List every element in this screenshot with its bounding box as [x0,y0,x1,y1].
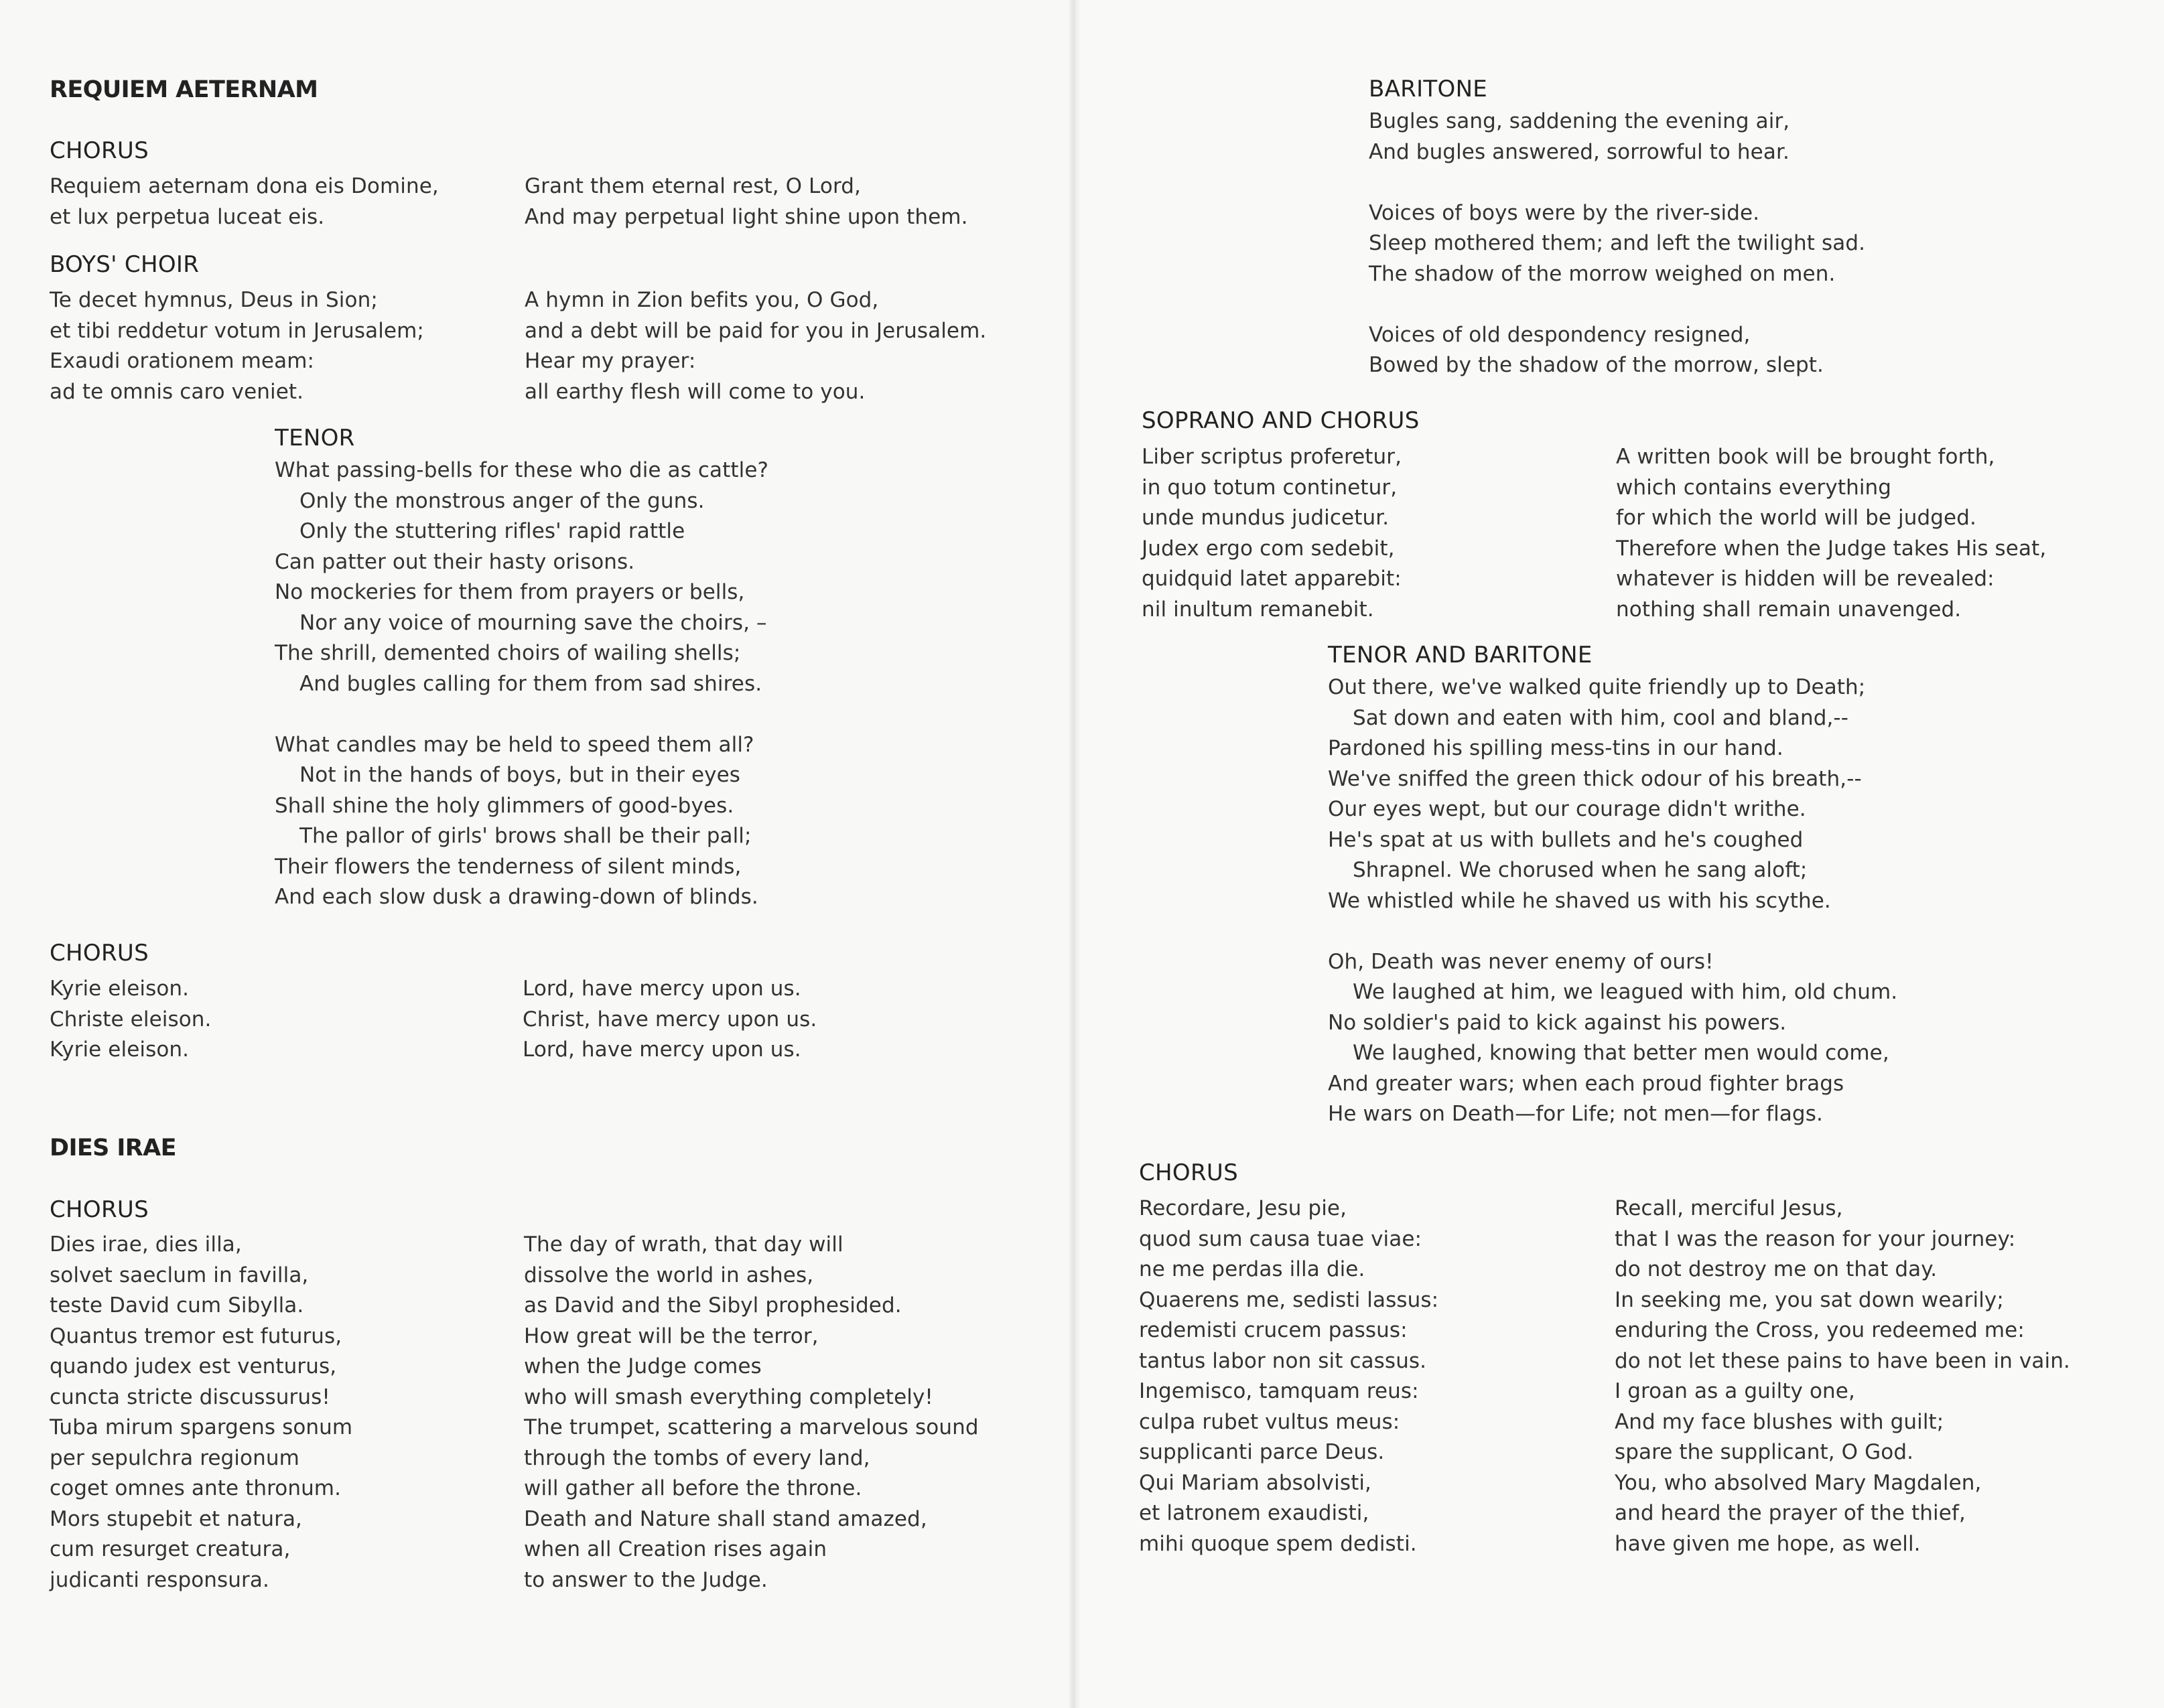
verse-line: Bowed by the shadow of the morrow, slept. [1369,353,1824,377]
verse-line: Tuba mirum spargens sonum [50,1415,353,1439]
verse-line: And may perpetual light shine upon them. [525,204,968,229]
recordare-chorus-heading: CHORUS [1139,1159,1238,1186]
verse-line: Quaerens me, sedisti lassus: [1139,1287,1439,1312]
verse-line: nil inultum remanebit. [1142,597,1374,622]
verse-line: Recordare, Jesu pie, [1139,1196,1347,1220]
verse-line: Therefore when the Judge takes His seat, [1616,536,2047,561]
chorus-heading-1: CHORUS [50,137,149,164]
verse-line: Voices of old despondency resigned, [1369,322,1751,347]
verse-line: And each slow dusk a drawing-down of blinds. [275,885,758,909]
verse-line: et latronem exaudisti, [1139,1501,1369,1525]
stanza-gap [275,699,768,730]
verse-line: nothing shall remain unavenged. [1616,597,1962,622]
verse-line: Their flowers the tenderness of silent minds, [275,854,742,879]
verse-line: redemisti crucem passus: [1139,1318,1408,1342]
verse-line: A written book will be brought forth, [1616,445,1995,469]
verse-line: Hear my prayer: [525,349,696,373]
verse-line: Shall shine the holy glimmers of good-byes. [275,793,734,818]
verse-line: What passing-bells for these who die as cattle? [275,458,769,482]
verse-line: Out there, we've walked quite friendly up to Death; [1328,675,1866,699]
verse-line: Our eyes wept, but our courage didn't writhe. [1328,797,1806,821]
verse-line: Grant them eternal rest, O Lord, [525,174,861,198]
verse-line: Lord, have mercy upon us. [523,1038,801,1062]
verse-line: Kyrie eleison. [50,1038,190,1062]
verse-line: whatever is hidden will be revealed: [1616,567,1994,591]
verse-line: You, who absolved Mary Magdalen, [1615,1470,1982,1495]
verse-line: Not in the hands of boys, but in their eyes [299,763,741,787]
verse-line: judicanti responsura. [50,1567,269,1592]
verse-line: We laughed, knowing that better men would come, [1353,1041,1889,1065]
verse-line: Kyrie eleison. [50,977,190,1001]
verse-line: Shrapnel. We chorused when he sang aloft; [1353,858,1808,882]
verse-line: when all Creation rises again [524,1537,827,1561]
verse-line: What candles may be held to speed them all? [275,732,754,757]
verse-line: The trumpet, scattering a marvelous sound [524,1415,979,1439]
kyrie-english [523,974,817,1066]
verse-line: and heard the prayer of the thief, [1615,1501,1966,1525]
dies-irae-latin [50,1230,352,1595]
right-page [1075,0,2164,1708]
verse-line: Dies irae, dies illa, [50,1232,242,1257]
soprano-chorus-latin [1142,442,1402,625]
verse-line: Mors stupebit et natura, [50,1506,302,1531]
verse-line: Recall, merciful Jesus, [1615,1196,1843,1220]
chorus-1-latin [50,171,439,232]
verse-line: The shrill, demented choirs of wailing shells; [275,641,741,665]
verse-line: Christe eleison. [50,1007,212,1031]
verse-line: No mockeries for them from prayers or bells, [275,580,745,604]
verse-line: do not destroy me on that day. [1615,1257,1938,1281]
verse-line: et lux perpetua luceat eis. [50,204,325,229]
verse-line: Lord, have mercy upon us. [523,977,801,1001]
verse-line: No soldier's paid to kick against his powers. [1328,1010,1787,1035]
tenor-baritone-heading: TENOR AND BARITONE [1328,642,1593,668]
verse-line: Exaudi orationem meam: [50,349,315,373]
verse-line: We've sniffed the green thick odour of his breath,-- [1328,766,1862,791]
verse-line: Death and Nature shall stand amazed, [524,1506,927,1531]
verse-line: teste David cum Sibylla. [50,1293,304,1318]
stanza-gap [1369,167,1865,198]
verse-line: Can patter out their hasty orisons. [275,549,635,574]
verse-line: coget omnes ante thronum. [50,1476,342,1500]
verse-line: Oh, Death was never enemy of ours! [1328,949,1714,974]
baritone-heading: BARITONE [1369,76,1488,102]
verse-line: And my face blushes with guilt; [1615,1409,1944,1434]
verse-line: quidquid latet apparebit: [1142,567,1402,591]
verse-line: for which the world will be judged. [1616,506,1976,530]
verse-line: We laughed at him, we leagued with him, old chum. [1353,980,1898,1004]
verse-line: A hymn in Zion befits you, O God, [525,288,879,312]
tenor-heading: TENOR [275,425,355,451]
verse-line: cum resurget creatura, [50,1537,291,1561]
kyrie-latin [50,974,211,1066]
soprano-chorus-english [1616,442,2046,625]
verse-line: Qui Mariam absolvisti, [1139,1470,1371,1495]
verse-line: in quo totum continetur, [1142,475,1398,500]
verse-line: Bugles sang, saddening the evening air, [1369,109,1790,133]
verse-line: Judex ergo com sedebit, [1142,536,1395,561]
verse-line: Liber scriptus proferetur, [1142,445,1402,469]
verse-line: And bugles calling for them from sad shires. [299,671,762,696]
verse-line: We whistled while he shaved us with his scythe. [1328,888,1831,913]
verse-line: that I was the reason for your journey: [1615,1226,2016,1251]
dies-irae-english [524,1230,979,1595]
verse-line: et tibi reddetur votum in Jerusalem; [50,318,424,343]
verse-line: which contains everything [1616,475,1892,500]
verse-line: to answer to the Judge. [524,1567,768,1592]
verse-line: do not let these pains to have been in vain. [1615,1348,2070,1373]
verse-line: who will smash everything completely! [524,1384,933,1409]
verse-line: supplicanti parce Deus. [1139,1440,1385,1464]
verse-line: Sat down and eaten with him, cool and bland,-- [1353,705,1849,730]
verse-line: mihi quoque spem dedisti. [1139,1531,1417,1556]
verse-line: and a debt will be paid for you in Jerusalem. [525,318,987,343]
verse-line: In seeking me, you sat down wearily; [1615,1287,2004,1312]
verse-line: spare the supplicant, O God. [1615,1440,1914,1464]
boys-choir-latin [50,285,424,407]
verse-line: Te decet hymnus, Deus in Sion; [50,288,378,312]
recordare-latin [1139,1194,1438,1559]
soprano-chorus-heading: SOPRANO AND CHORUS [1142,407,1420,434]
verse-line: The pallor of girls' brows shall be their pall; [299,824,752,848]
dies-irae-chorus-heading: CHORUS [50,1196,149,1223]
verse-line: when the Judge comes [524,1354,762,1378]
dies-irae-title: DIES IRAE [50,1135,176,1161]
verse-line: The shadow of the morrow weighed on men. [1369,261,1836,286]
verse-line: Only the stuttering rifles' rapid rattle [299,519,685,543]
verse-line: will gather all before the throne. [524,1476,862,1500]
verse-line: dissolve the world in ashes, [524,1263,814,1287]
stanza-gap [1369,289,1865,320]
verse-line: ad te omnis caro veniet. [50,379,304,404]
book-gutter [1069,0,1080,1708]
verse-line: enduring the Cross, you redeemed me: [1615,1318,2025,1342]
verse-line: Nor any voice of mourning save the choirs, – [299,610,767,635]
tenor-poem [275,455,768,913]
verse-line: all earthy flesh will come to you. [525,379,866,404]
verse-line: Pardoned his spilling mess-tins in our hand. [1328,736,1783,760]
verse-line: cuncta stricte discussurus! [50,1384,330,1409]
verse-line: And greater wars; when each proud fighter brags [1328,1071,1844,1096]
verse-line: per sepulchra regionum [50,1445,299,1470]
verse-line: culpa rubet vultus meus: [1139,1409,1400,1434]
requiem-aeternam-title: REQUIEM AETERNAM [50,76,318,103]
stanza-gap [1328,916,1897,947]
verse-line: Ingemisco, tamquam reus: [1139,1379,1419,1403]
verse-line: Requiem aeternam dona eis Domine, [50,174,439,198]
verse-line: Christ, have mercy upon us. [523,1007,817,1031]
verse-line: solvet saeclum in favilla, [50,1263,309,1287]
verse-line: through the tombs of every land, [524,1445,870,1470]
recordare-english [1615,1194,2070,1559]
verse-line: Quantus tremor est futurus, [50,1324,342,1348]
verse-line: And bugles answered, sorrowful to hear. [1369,139,1789,164]
verse-line: tantus labor non sit cassus. [1139,1348,1427,1373]
tenor-baritone-poem [1328,672,1897,1130]
verse-line: Only the monstrous anger of the guns. [299,488,705,513]
verse-line: quod sum causa tuae viae: [1139,1226,1422,1251]
chorus-heading-2: CHORUS [50,940,149,967]
verse-line: I groan as a guilty one, [1615,1379,1855,1403]
chorus-1-english [525,171,968,232]
verse-line: The day of wrath, that day will [524,1232,843,1257]
boys-choir-heading: BOYS' CHOIR [50,251,200,278]
verse-line: unde mundus judicetur. [1142,506,1390,530]
verse-line: have given me hope, as well. [1615,1531,1921,1556]
verse-line: How great will be the terror, [524,1324,819,1348]
baritone-poem [1369,106,1865,381]
left-page [0,0,1075,1708]
boys-choir-english [525,285,986,407]
verse-line: Sleep mothered them; and left the twilight sad. [1369,231,1866,255]
verse-line: as David and the Sibyl prophesided. [524,1293,902,1318]
verse-line: quando judex est venturus, [50,1354,337,1378]
verse-line: He's spat at us with bullets and he's coughed [1328,827,1804,852]
verse-line: He wars on Death—for Life; not men—for flags. [1328,1102,1823,1126]
verse-line: ne me perdas illa die. [1139,1257,1365,1281]
verse-line: Voices of boys were by the river-side. [1369,200,1760,225]
